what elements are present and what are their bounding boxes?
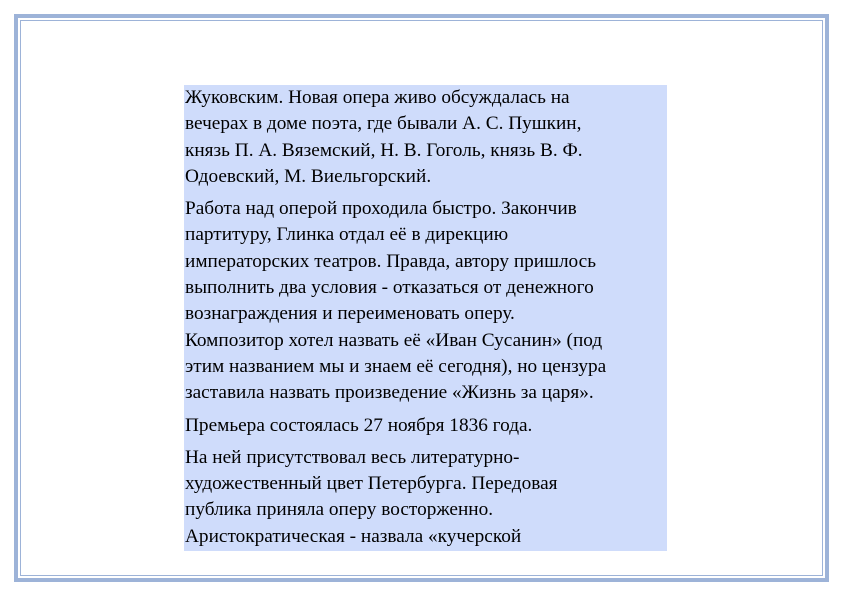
paragraph-opera-work: Работа над оперой проходила быстро. Закончив партитуру, Глинка отдал её в дирекцию императорских театров. Правда, автору пришлось выполнить два условия - отказаться от денежного вознаграждения и переименовать оперу. Композитор хотел назвать её «Иван Сусанин» (под этим названием мы и знаем её сегодня), но цензура заставила назвать произведение «Жизнь за царя». xyxy=(185,198,607,404)
paragraph-premiere-audience: На ней присутствовал весь литературно- художественный цвет Петербурга. Передовая публика приняла оперу восторженно. Аристократическая - назвала «кучерской xyxy=(185,446,558,547)
text-block xyxy=(184,85,667,551)
paragraph-premiere-date: Премьера состоялась 27 ноября 1836 года. xyxy=(185,414,533,436)
paragraph-zhukovsky-evenings: Жуковским. Новая опера живо обсуждалась на вечерах в доме поэта, где бывали А. С. Пушкин, князь П. А. Вяземский, Н. В. Гоголь, князь В. Ф. Одоевский, М. Виельгорский. xyxy=(185,87,583,187)
